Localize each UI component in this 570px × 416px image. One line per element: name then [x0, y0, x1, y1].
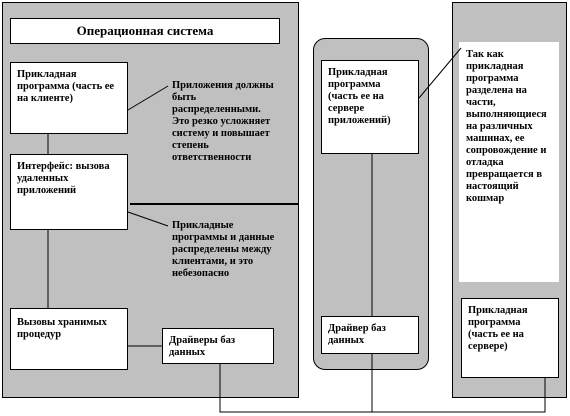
maintenance-note-box [459, 42, 559, 282]
maintenance-note-text: Так как прикладная программа разделена на части, выполняющиеся на различных машинах, ее сопровождение и отладка превращается в настоящий кошмар [466, 49, 547, 204]
server-app-box [321, 60, 419, 154]
note-distributed-text: Приложения должны быть распределенными. Это резко усложняет систему и повышает степень ответственности [172, 80, 274, 163]
db-driver-box [321, 316, 419, 354]
db-drivers-box [162, 328, 274, 364]
rpc-interface-box [10, 154, 128, 230]
stored-procedures-label: Вызовы хранимых процедур [17, 317, 107, 340]
note-data-distributed [172, 220, 280, 280]
note-data-text: Прикладные программы и данные распределены между клиентами, и это небезопасно [172, 220, 275, 279]
os-title-box [10, 18, 280, 44]
note-distributed [172, 80, 280, 164]
server-app-part-box [461, 298, 559, 378]
db-drivers-label: Драйверы баз данных [169, 335, 236, 358]
os-title: Операционная система [76, 23, 214, 38]
server-app-part-label: Прикладная программа (часть ее на сервере) [468, 305, 528, 352]
client-app-box [10, 62, 128, 134]
stored-procedures-box [10, 308, 128, 370]
server-app-label: Прикладная программа (часть ее на сервере приложений) [328, 67, 391, 126]
client-app-label: Прикладная программа (часть ее на клиенте) [17, 69, 115, 104]
db-driver-label: Драйвер баз данных [328, 323, 386, 346]
rpc-interface-label: Интерфейс: вызова удаленных приложений [17, 161, 110, 196]
